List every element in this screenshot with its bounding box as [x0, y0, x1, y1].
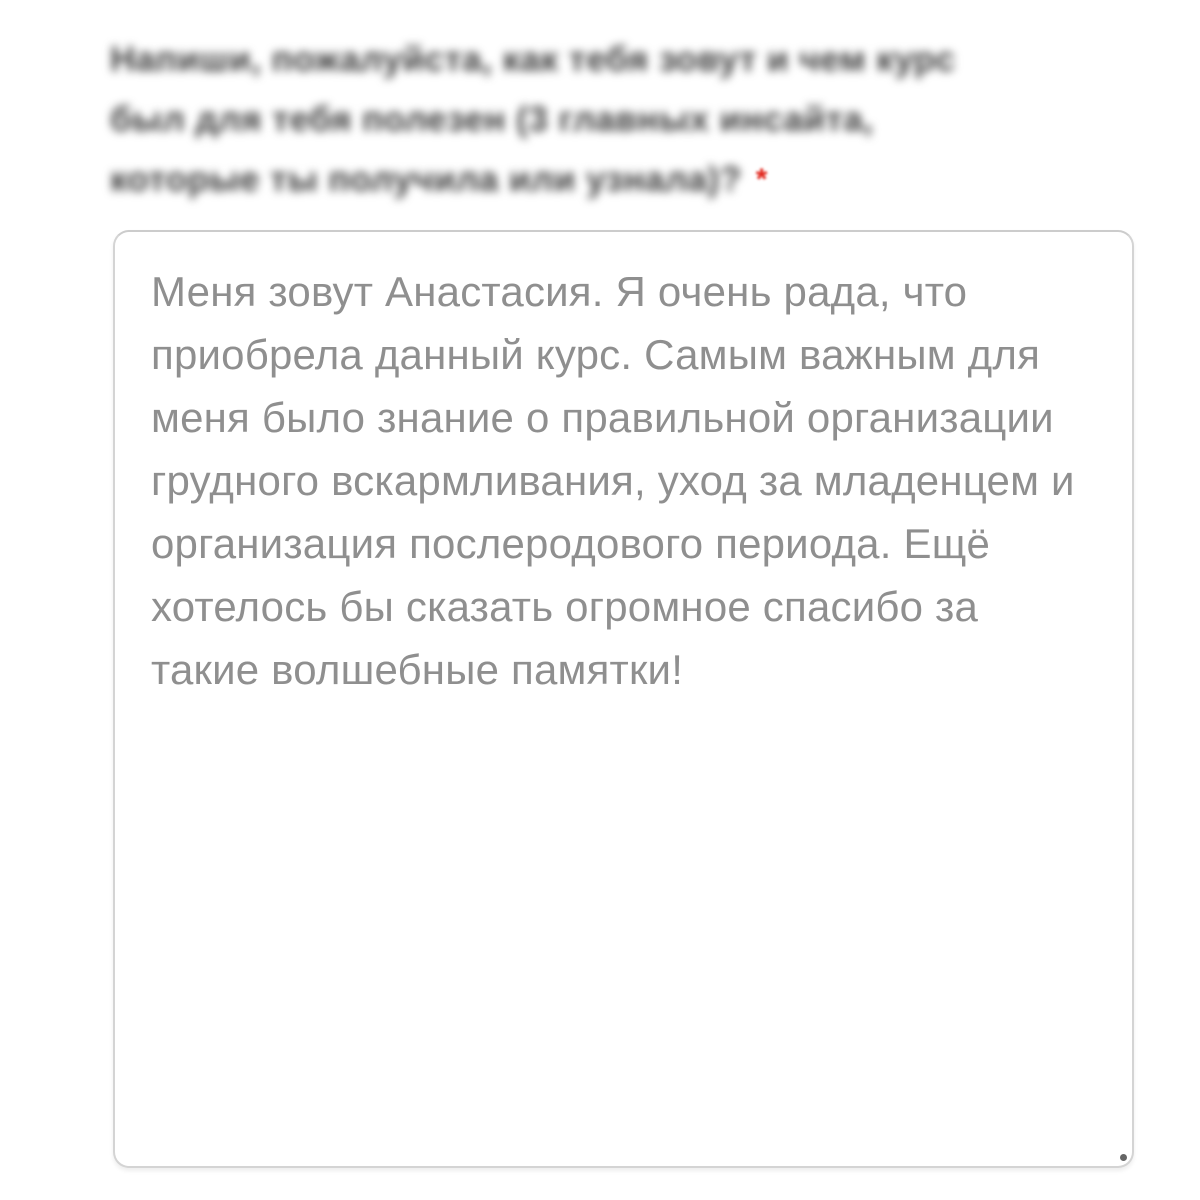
- question-line-3-wrap: [110, 150, 1140, 210]
- question-label: [110, 30, 1140, 210]
- answer-field-wrapper: [113, 230, 1134, 1168]
- resize-handle-dot[interactable]: [1120, 1154, 1127, 1161]
- question-line-3: которые ты получила или узнала)?: [110, 160, 742, 199]
- answer-textarea[interactable]: [113, 230, 1134, 1168]
- question-line-1: Напиши, пожалуйста, как тебя зовут и чем курс: [110, 40, 956, 79]
- required-asterisk: *: [755, 163, 768, 196]
- question-line-2: был для тебя полезен (3 главных инсайта,: [110, 100, 874, 139]
